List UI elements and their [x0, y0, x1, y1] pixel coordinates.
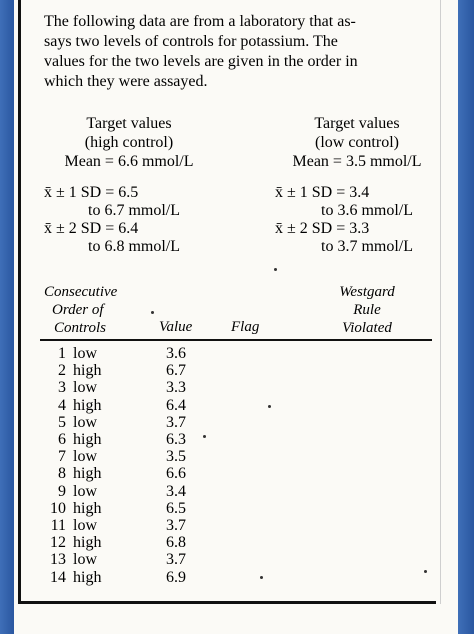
row-value: 3.3 [166, 379, 186, 397]
speck [424, 570, 427, 573]
row-control-level: high [73, 431, 102, 448]
row-control-level: low [73, 551, 97, 569]
row-order-number: 6 [58, 431, 66, 448]
low-sd-ranges [275, 184, 413, 256]
row-value: 3.5 [166, 448, 186, 466]
row-order-number: 2 [58, 362, 66, 380]
row-value: 6.5 [166, 499, 186, 517]
header-flag: Flag [231, 319, 260, 335]
header-text: Rule [353, 302, 381, 318]
frame-left-border [18, 0, 21, 604]
header-consecutive-order [44, 283, 154, 337]
speck [151, 311, 154, 314]
background-right [458, 0, 474, 634]
row-order-number: 9 [58, 482, 66, 500]
high-target-heading: Target values [86, 115, 172, 132]
row-value: 6.6 [166, 465, 186, 483]
speck [274, 268, 277, 271]
header-westgard-rule [322, 283, 412, 337]
high-mean: Mean = 6.6 mmol/L [64, 153, 194, 170]
intro-line: values for the two levels are given in the order in [44, 53, 358, 70]
row-order-number: 13 [50, 551, 66, 569]
intro-line: The following data are from a laboratory that as- [44, 13, 356, 30]
row-order-number: 14 [50, 568, 66, 586]
row-order-number: 10 [50, 499, 66, 517]
row-control-level: high [73, 499, 102, 517]
header-text: Controls [54, 320, 106, 336]
row-control-level: high [73, 465, 102, 483]
row-control-level: high [73, 534, 102, 552]
row-value: 3.4 [166, 482, 186, 500]
row-value: 3.7 [166, 551, 186, 569]
low-target-heading: Target values [314, 115, 400, 132]
frame-right-border [440, 0, 441, 604]
low-target-subheading: (low control) [315, 134, 399, 151]
row-order-number: 1 [58, 345, 66, 362]
high-target-subheading: (high control) [84, 134, 174, 151]
header-text: Order of [52, 302, 104, 318]
low-sd1: x̄ ± 1 SD = 3.4 [275, 184, 370, 201]
row-value: 6.4 [166, 396, 186, 414]
background-left [0, 0, 14, 634]
row-order-number: 7 [58, 448, 66, 466]
row-control-level: low [73, 517, 97, 534]
speck [268, 405, 271, 408]
low-sd1-range: to 3.6 mmol/L [321, 202, 413, 219]
high-sd-ranges [44, 184, 180, 256]
row-order-number: 12 [50, 534, 66, 552]
frame-bottom-border [18, 601, 436, 604]
intro-line: says two levels of controls for potassium. The [44, 33, 338, 50]
high-sd1-range: to 6.7 mmol/L [88, 202, 180, 219]
header-text: Violated [342, 320, 392, 336]
speck [203, 435, 206, 438]
high-sd1: x̄ ± 1 SD = 6.5 [44, 184, 139, 201]
row-value: 3.7 [166, 517, 186, 534]
row-control-level: high [73, 362, 102, 380]
row-order-number: 11 [50, 517, 66, 534]
row-control-level: low [73, 345, 97, 362]
row-order-number: 4 [58, 396, 66, 414]
low-sd2: x̄ ± 2 SD = 3.3 [275, 220, 370, 237]
row-value: 6.3 [166, 431, 186, 448]
row-order-number: 3 [58, 379, 66, 397]
low-control-targets [272, 114, 442, 171]
row-control-level: low [73, 482, 97, 500]
intro-paragraph [44, 12, 434, 92]
row-value: 6.9 [166, 568, 186, 586]
header-value: Value [159, 319, 193, 335]
row-control-level: high [73, 396, 102, 414]
high-sd2-range: to 6.8 mmol/L [88, 238, 180, 255]
row-order-number: 8 [58, 465, 66, 483]
high-sd2: x̄ ± 2 SD = 6.4 [44, 220, 139, 237]
intro-line: which they were assayed. [44, 73, 208, 90]
low-sd2-range: to 3.7 mmol/L [321, 238, 413, 255]
row-value: 3.6 [166, 345, 186, 362]
row-control-level: low [73, 413, 97, 431]
row-value: 6.8 [166, 534, 186, 552]
row-control-level: low [73, 448, 97, 466]
table-header-divider [40, 339, 432, 341]
row-value: 6.7 [166, 362, 186, 380]
row-control-level: low [73, 379, 97, 397]
low-mean: Mean = 3.5 mmol/L [292, 153, 422, 170]
high-control-targets [44, 114, 214, 171]
header-text: Westgard [339, 284, 395, 300]
row-value: 3.7 [166, 413, 186, 431]
header-text: Consecutive [44, 284, 118, 300]
row-order-number: 5 [58, 413, 66, 431]
row-control-level: high [73, 568, 102, 586]
speck [260, 576, 263, 579]
